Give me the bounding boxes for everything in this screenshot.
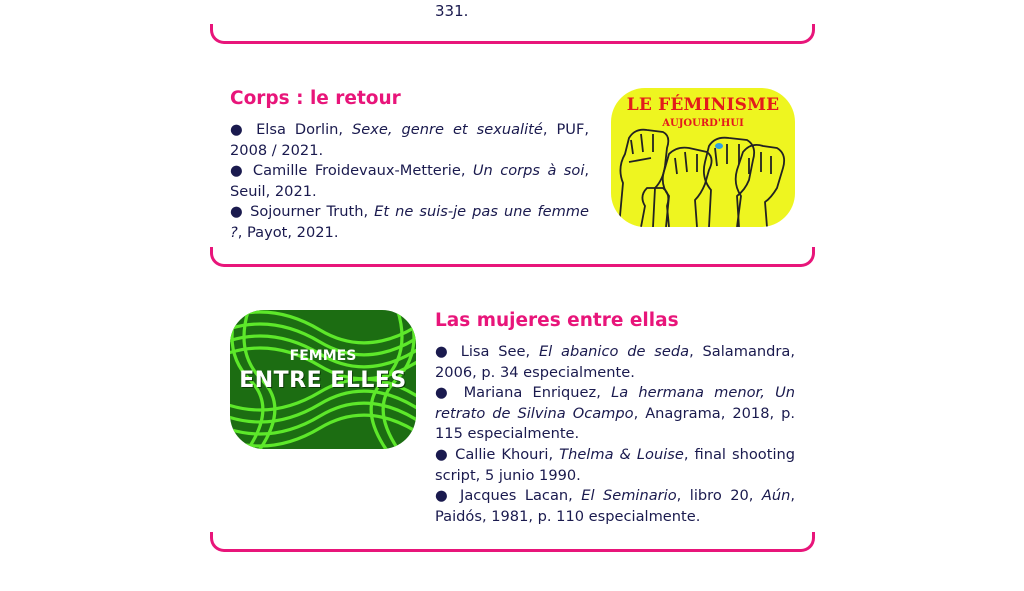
cover-title: FEMMES (289, 348, 357, 364)
reference-card-mujeres (210, 290, 815, 552)
reference-card-fragment (210, 0, 815, 44)
ref-tail-text: 331. (435, 2, 469, 20)
reference-item: ● Elsa Dorlin, Sexe, genre et sexualité, PUF, 2008 / 2021. (230, 120, 589, 161)
section-title: Las mujeres entre ellas (435, 310, 679, 331)
reference-list (230, 120, 589, 244)
card-bottom-border (210, 24, 815, 44)
entre-elles-cover-image (230, 310, 416, 449)
feminisme-cover-image (611, 88, 795, 227)
section-title: Corps : le retour (230, 88, 401, 109)
reference-item: ● Callie Khouri, Thelma & Louise, final shooting script, 5 junio 1990. (435, 445, 795, 486)
reference-item: ● Jacques Lacan, El Seminario, libro 20, Aún, Paidós, 1981, p. 110 especialmente. (435, 486, 795, 527)
reference-item: ● Sojourner Truth, Et ne suis-je pas une femme ?, Payot, 2021. (230, 202, 589, 243)
reference-list (435, 342, 795, 527)
reference-card-corps (210, 68, 815, 267)
reference-item: ● Lisa See, El abanico de seda, Salamandra, 2006, p. 34 especialmente. (435, 342, 795, 383)
raised-fists-icon (611, 88, 795, 227)
reference-item: ● Camille Froidevaux-Metterie, Un corps à soi, Seuil, 2021. (230, 161, 589, 202)
card-bottom-border (210, 247, 815, 267)
cover-subtitle: ENTRE ELLES (239, 368, 407, 393)
card-bottom-border (210, 532, 815, 552)
cover-title: LE FÉMINISME (626, 95, 780, 115)
reference-item: ● Mariana Enriquez, La hermana menor, Un retrato de Silvina Ocampo, Anagrama, 2018, p. 115 especialmente. (435, 383, 795, 445)
cover-subtitle: AUJOURD'HUI (662, 118, 744, 129)
